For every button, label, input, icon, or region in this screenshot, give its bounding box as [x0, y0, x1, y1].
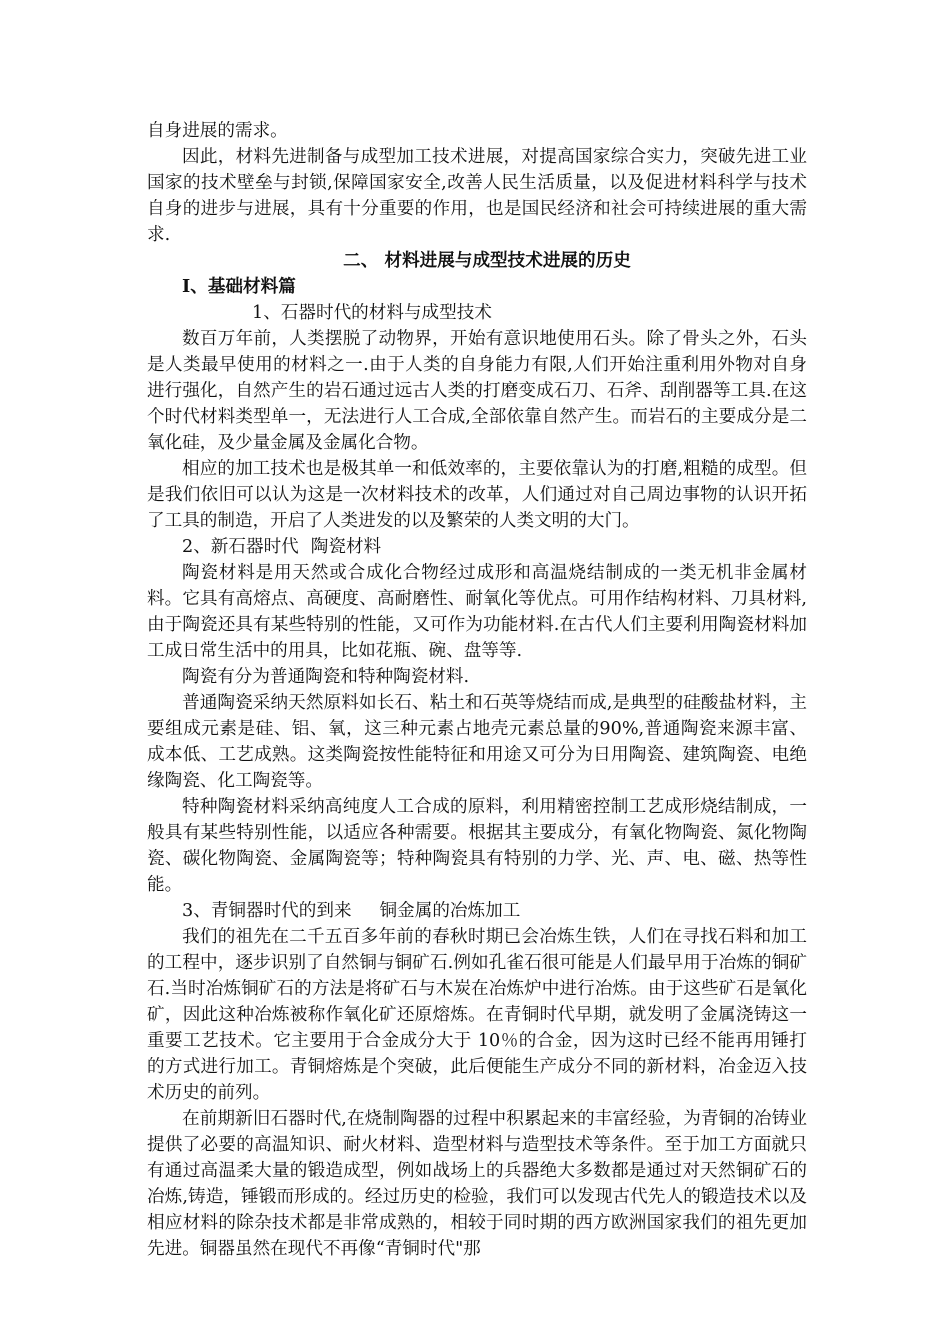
item3-title-a: 3、青铜器时代的到来: [182, 901, 352, 921]
document-page: [147, 118, 807, 1262]
paragraph-importance: 因此，材料先进制备与成型加工技术进展，对提高国家综合实力，突破先进工业国家的技术壁垒与封锁,保障国家安全,改善人民生活质量，以及促进材料科学与技术自身的进步与进展，具有十分重要的作用，也是国民经济和社会可持续进展的重大需求.: [147, 147, 807, 245]
item3-paragraph-1: 我们的祖先在二千五百多年前的春秋时期已会冶炼生铁，人们在寻找石料和加工的工程中，逐步识别了自然铜与铜矿石.例如孔雀石很可能是人们最早用于冶炼的铜矿石.当时冶炼铜矿石的方法是将矿石与木炭在冶炼炉中进行冶炼。由于这些矿石是氧化矿，因此这种冶炼被称作氧化矿还原熔炼。在青铜时代早期，就发明了金属浇铸这一重要工艺技术。它主要用于合金成分大于 10％的合金，因为这时已经不能再用锤打的方式进行加工。青铜熔炼是个突破，此后便能生产成分不同的新材料，冶金迈入技术历史的前列。: [147, 927, 807, 1103]
item1-paragraph-1: 数百万年前，人类摆脱了动物界，开始有意识地使用石头。除了骨头之外，石头是人类最早使用的材料之一.由于人类的自身能力有限,人们开始注重利用外物对自身进行强化，自然产生的岩石通过远古人类的打磨变成石刀、石斧、刮削器等工具.在这个时代材料类型单一，无法进行人工合成,全部依靠自然产生。而岩石的主要成分是二氧化硅，及少量金属及金属化合物。: [147, 329, 807, 453]
item3-paragraph-2: 在前期新旧石器时代,在烧制陶器的过程中积累起来的丰富经验，为青铜的冶铸业提供了必要的高温知识、耐火材料、造型材料与造型技术等条件。至于加工方面就只有通过高温柔大量的锻造成型，例如战场上的兵器绝大多数都是通过对天然铜矿石的冶炼,铸造，锤锻而形成的。经过历史的检验，我们可以发现古代先人的锻造技术以及相应材料的除杂技术都是非常成熟的，相较于同时期的西方欧洲国家我们的祖先更加先进。铜器虽然在现代不再像“青铜时代"那: [147, 1109, 807, 1259]
item2-title-a: 2、新石器时代: [182, 537, 299, 557]
item3-title: [147, 898, 807, 924]
item3-title-b: 铜金属的冶炼加工: [379, 901, 521, 921]
item2-title: [147, 534, 807, 560]
item1-paragraph-2: 相应的加工技术也是极其单一和低效率的，主要依靠认为的打磨,粗糙的成型。但是我们依旧可以认为这是一次材料技术的改革，人们通过对自己周边事物的认识开拓了工具的制造，开启了人类进发的以及繁荣的人类文明的大门。: [147, 459, 807, 531]
item2-paragraph-1: 陶瓷材料是用天然或合成化合物经过成形和高温烧结制成的一类无机非金属材料。它具有高熔点、高硬度、高耐磨性、耐氧化等优点。可用作结构材料、刀具材料,由于陶瓷还具有某些特别的性能，又可作为功能材料.在古代人们主要利用陶瓷材料加工成日常生活中的用具，比如花瓶、碗、盘等等.: [147, 563, 807, 661]
item1-title: 1、石器时代的材料与成型技术: [252, 303, 492, 323]
item2-paragraph-2: 陶瓷有分为普通陶瓷和特种陶瓷材料.: [182, 667, 470, 687]
item2-title-b: 陶瓷材料: [310, 537, 382, 557]
item2-paragraph-3: 普通陶瓷采纳天然原料如长石、粘土和石英等烧结而成,是典型的硅酸盐材料，主要组成元素是硅、铝、氧，这三种元素占地壳元素总量的90%,普通陶瓷来源丰富、成本低、工艺成熟。这类陶瓷按性能特征和用途又可分为日用陶瓷、建筑陶瓷、电绝缘陶瓷、化工陶瓷等。: [147, 693, 807, 791]
paragraph-continuation: 自身进展的需求。: [147, 121, 288, 141]
item2-paragraph-4: 特种陶瓷材料采纳高纯度人工合成的原料，利用精密控制工艺成形烧结制成，一般具有某些特别性能，以适应各种需要。根据其主要成分，有氧化物陶瓷、氮化物陶瓷、碳化物陶瓷、金属陶瓷等；特种陶瓷具有特别的力学、光、声、电、磁、热等性能。: [147, 797, 807, 895]
subsection-heading: Ⅰ、基础材料篇: [182, 276, 296, 297]
section-heading: 二、 材料进展与成型技术进展的历史: [343, 250, 631, 271]
